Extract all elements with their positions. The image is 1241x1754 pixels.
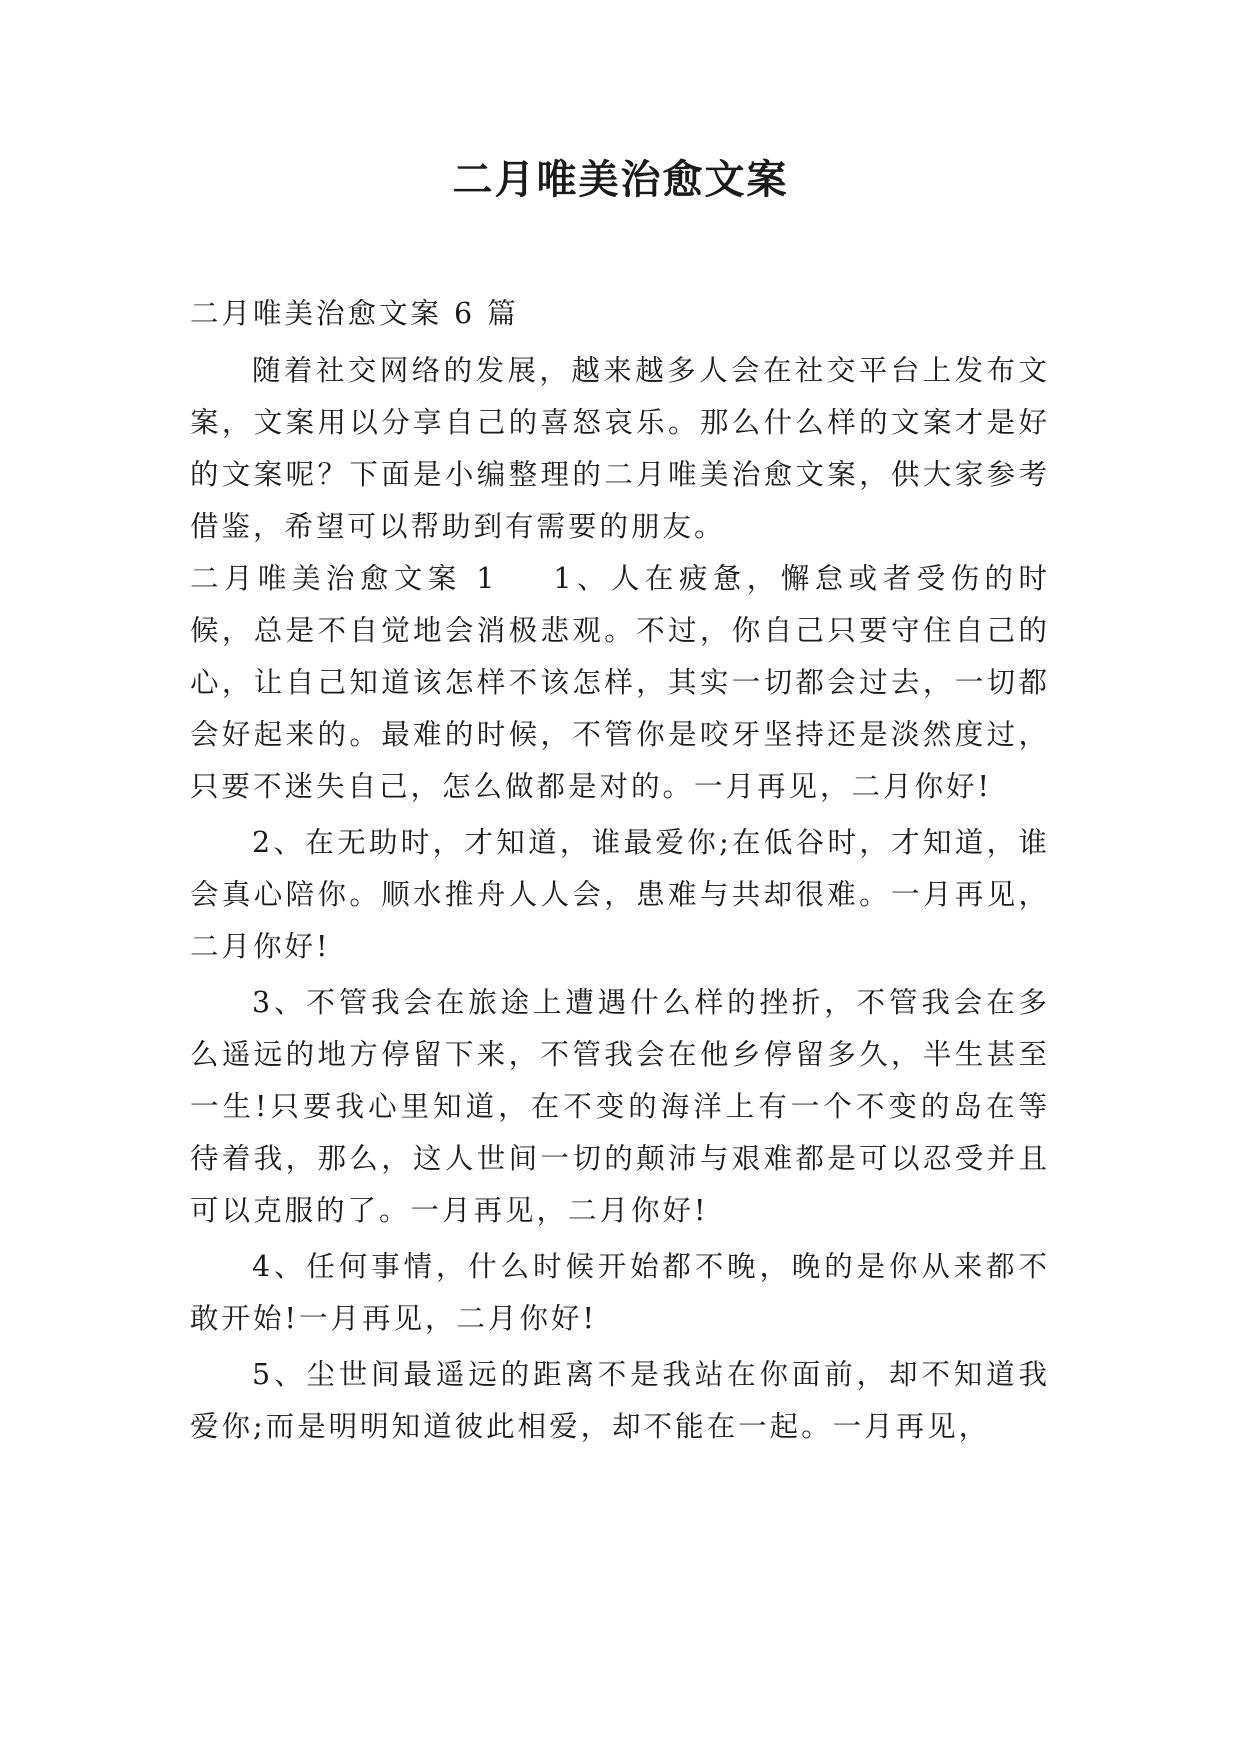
intro-paragraph: 随着社交网络的发展，越来越多人会在社交平台上发布文案，文案用以分享自己的喜怒哀乐。那么什么样的文案才是好的文案呢？下面是小编整理的二月唯美治愈文案，供大家参考借鉴，希望可以帮助到有需要的朋友。 xyxy=(190,354,1050,543)
section-1-paragraph xyxy=(190,553,1050,813)
document-body xyxy=(190,288,1050,1453)
item-2-paragraph: 2、在无助时，才知道，谁最爱你;在低谷时，才知道，谁会真心陪你。顺水推舟人人会，患难与共却很难。一月再见，二月你好! xyxy=(190,826,1050,963)
section-1-item-1: 1、人在疲惫，懈怠或者受伤的时候，总是不自觉地会消极悲观。不过，你自己只要守住自己的心，让自己知道该怎样不该怎样，其实一切都会过去，一切都会好起来的。最难的时候，不管你是咬牙坚持还是淡然度过，只要不迷失自己，怎么做都是对的。一月再见，二月你好! xyxy=(190,562,1050,803)
document-subtitle: 二月唯美治愈文案 6 篇 xyxy=(190,297,519,330)
item-5-paragraph: 5、尘世间最遥远的距离不是我站在你面前，却不知道我爱你;而是明明知道彼此相爱，却不能在一起。一月再见， xyxy=(190,1358,1050,1443)
section-1-label: 二月唯美治愈文案 1 xyxy=(190,562,498,595)
item-4-paragraph: 4、任何事情，什么时候开始都不晚，晚的是你从来都不敢开始!一月再见，二月你好! xyxy=(190,1250,1050,1335)
item-3-paragraph: 3、不管我会在旅途上遭遇什么样的挫折，不管我会在多么遥远的地方停留下来，不管我会在他乡停留多久，半生甚至一生!只要我心里知道，在不变的海洋上有一个不变的岛在等待着我，那么，这人世间一切的颠沛与艰难都是可以忍受并且可以克服的了。一月再见，二月你好! xyxy=(190,986,1050,1227)
document-title: 二月唯美治愈文案 xyxy=(452,157,789,203)
